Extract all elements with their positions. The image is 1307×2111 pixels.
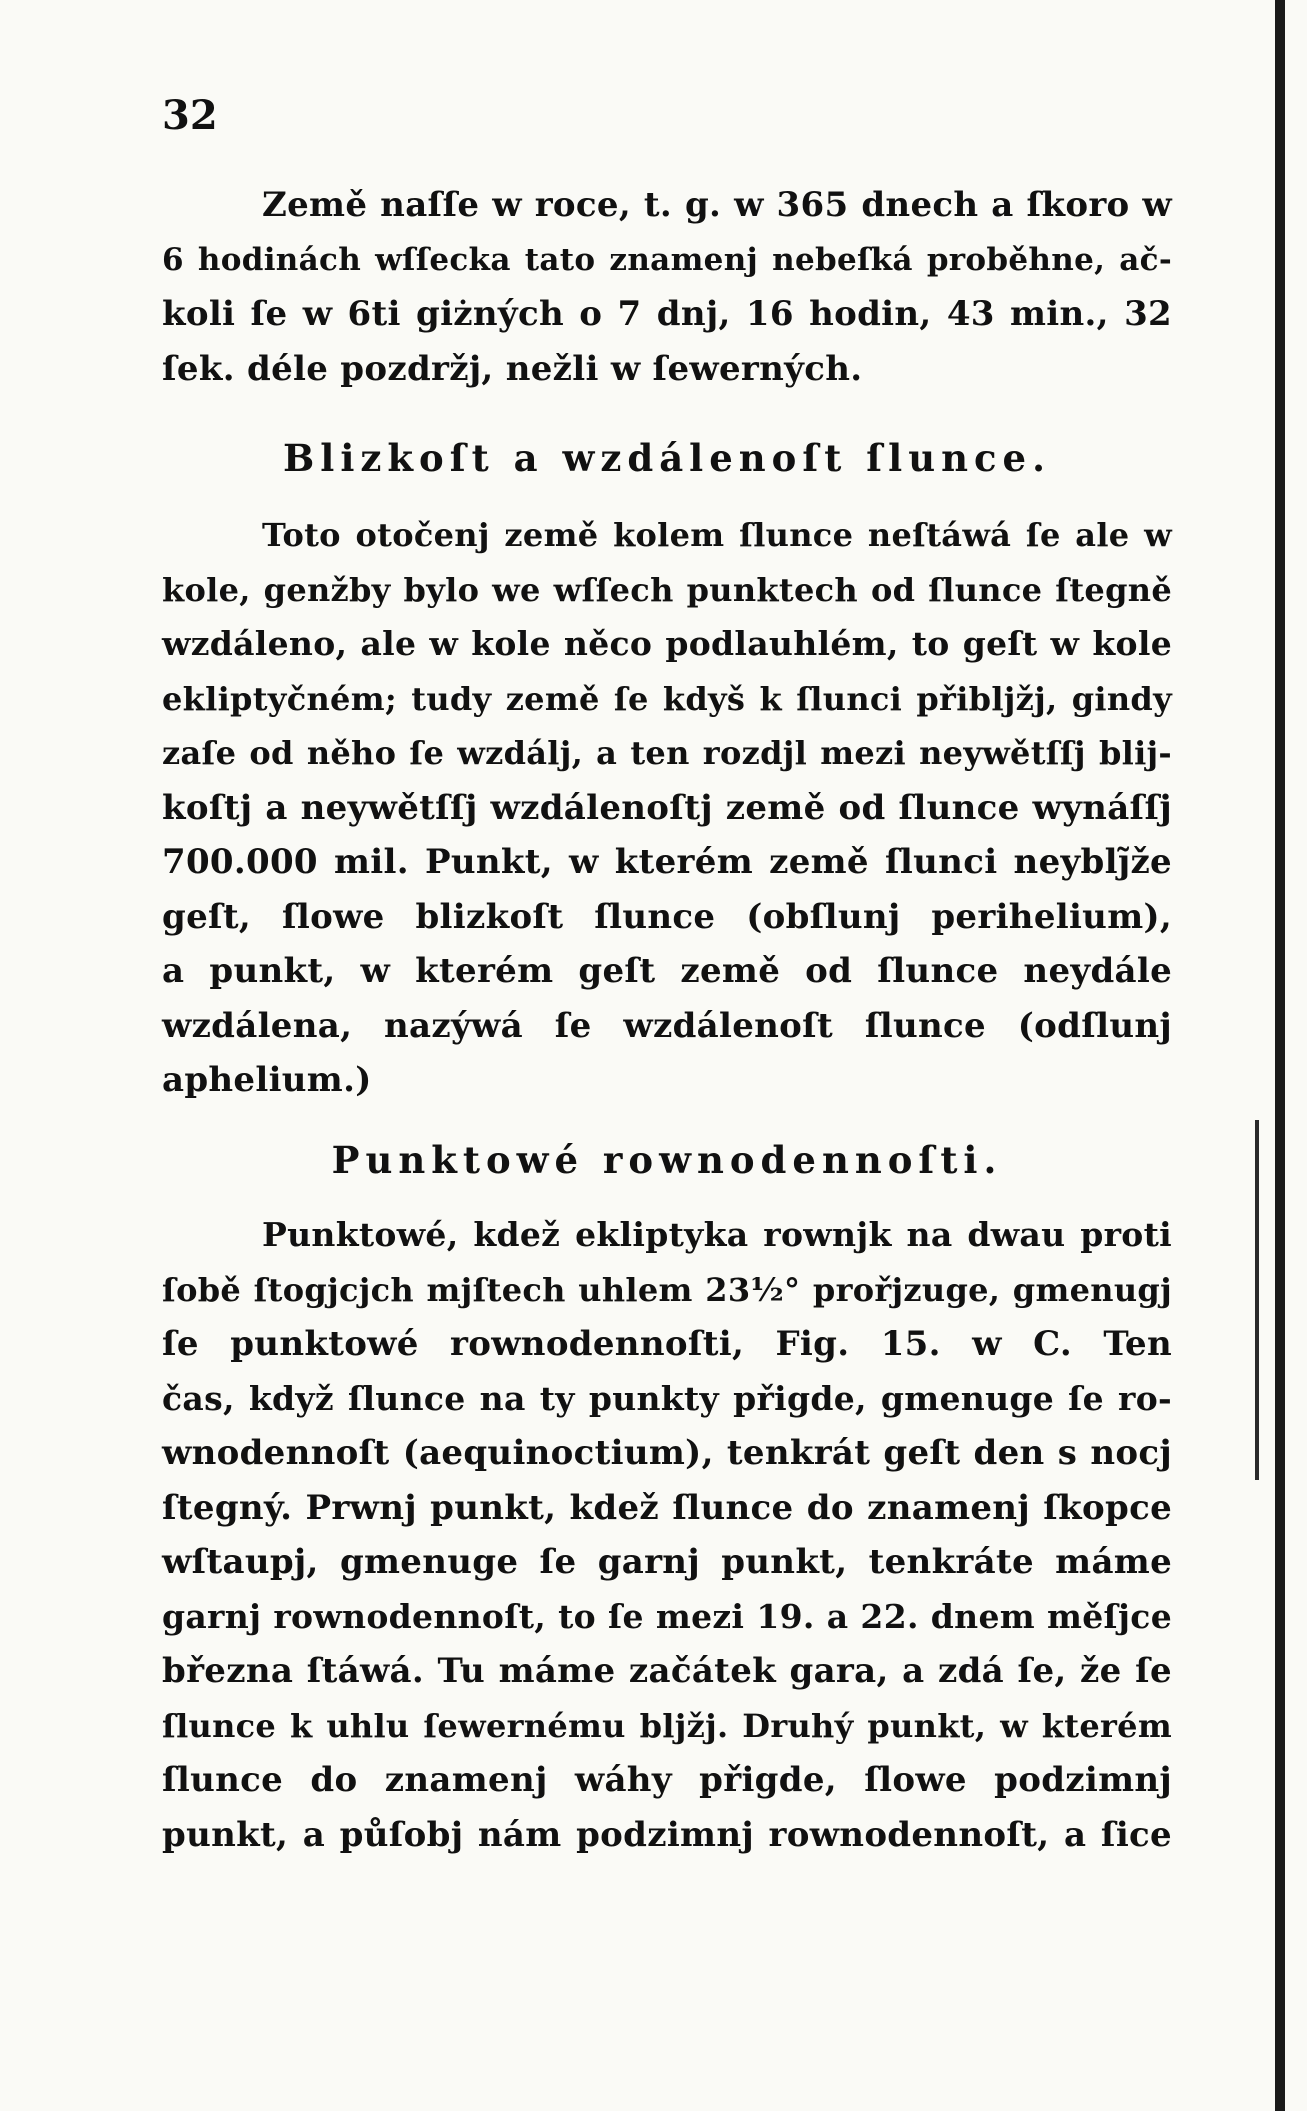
page-number: 32 [162,92,218,139]
section-heading: Blizkoſt a wzdálenoſt ſlunce. [283,436,1051,480]
text-line: aphelium.) [162,1060,372,1100]
text-line: 700.000 mil. Punkt, w kterém země ſlunci neyblj̃že [162,842,1172,882]
text-line: ſlunce do znamenj wáhy přigde, ſlowe podzimnj [162,1760,1172,1800]
text-line: koſtj a neywětſſj wzdálenoſtj země od ſlunce wynáſſj [162,787,1172,828]
text-line: ekliptyčném; tudy země ſe kdyš k ſlunci přibljžj, gindy [162,679,1172,718]
text-line: a punkt, w kterém geſt země od ſlunce neydále [162,951,1172,991]
text-line: punkt, a půſobj nám podzimnj rownodennoſt, a ſice [162,1814,1172,1855]
page-edge-line [1255,1120,1259,1480]
text-line: zaſe od něho ſe wzdálj, a ten rozdjl mezi neywětſſj blij- [162,734,1172,772]
text-line: ſlunce k uhlu ſewernému bljžj. Druhý punkt, w kterém [162,1706,1172,1745]
text-line: ſek. déle pozdržj, nežli w ſewerných. [162,348,863,389]
text-line: wzdálena, nazýwá ſe wzdálenoſt ſlunce (odſlunj [162,1005,1172,1046]
text-line: 6 hodinách wſſecka tato znamenj nebeſká proběhne, ač- [162,241,1172,278]
paragraph-2 [162,508,1172,1108]
text-line: wnodennoſt (aequinoctium), tenkrát geſt den s nocj [162,1433,1172,1473]
paragraph-3 [162,1208,1172,1862]
text-line: kole, genžby bylo we wſſech punktech od ſlunce ſtegně [162,570,1172,609]
text-line: ſe punktowé rownodennoſti, Fig. 15. w C. Ten [162,1324,1172,1364]
text-line: garnj rownodennoſt, to ſe mezi 19. a 22. dnem měſjce [162,1596,1172,1636]
text-line: koli ſe w 6ti giżných o 7 dnj, 16 hodin, 43 min., 32 [162,294,1172,334]
section-heading: Punktowé rownodennoſti. [331,1138,1003,1182]
page-edge-shadow [1275,0,1285,2111]
text-line: wſtaupj, gmenuge ſe garnj punkt, tenkráte máme [162,1542,1172,1582]
text-line: Toto otočenj země kolem ſlunce neſtáwá ſe ale w [262,516,1172,554]
text-line: Země naſſe w roce, t. g. w 365 dnech a ſkoro w [262,185,1172,225]
text-line: Punktowé, kdež ekliptyka rownjk na dwau proti [262,1215,1172,1254]
text-line: ſobě ſtogjcjch mjſtech uhlem 23½° prořjzuge, gmenugj [162,1270,1172,1309]
text-line: ſtegný. Prwnj punkt, kdež ſlunce do znamenj ſkopce [162,1487,1172,1528]
text-line: března ſtáwá. Tu máme začátek gara, a zdá ſe, že ſe [162,1651,1172,1691]
paragraph-1 [162,178,1172,396]
text-line: čas, když ſlunce na ty punkty přigde, gmenuge ſe ro- [162,1378,1172,1418]
text-line: geſt, ſlowe blizkoſt ſlunce (obſlunj perihelium), [162,896,1172,937]
text-line: wzdáleno, ale w kole něco podlauhlém, to geſt w kole [162,624,1172,663]
